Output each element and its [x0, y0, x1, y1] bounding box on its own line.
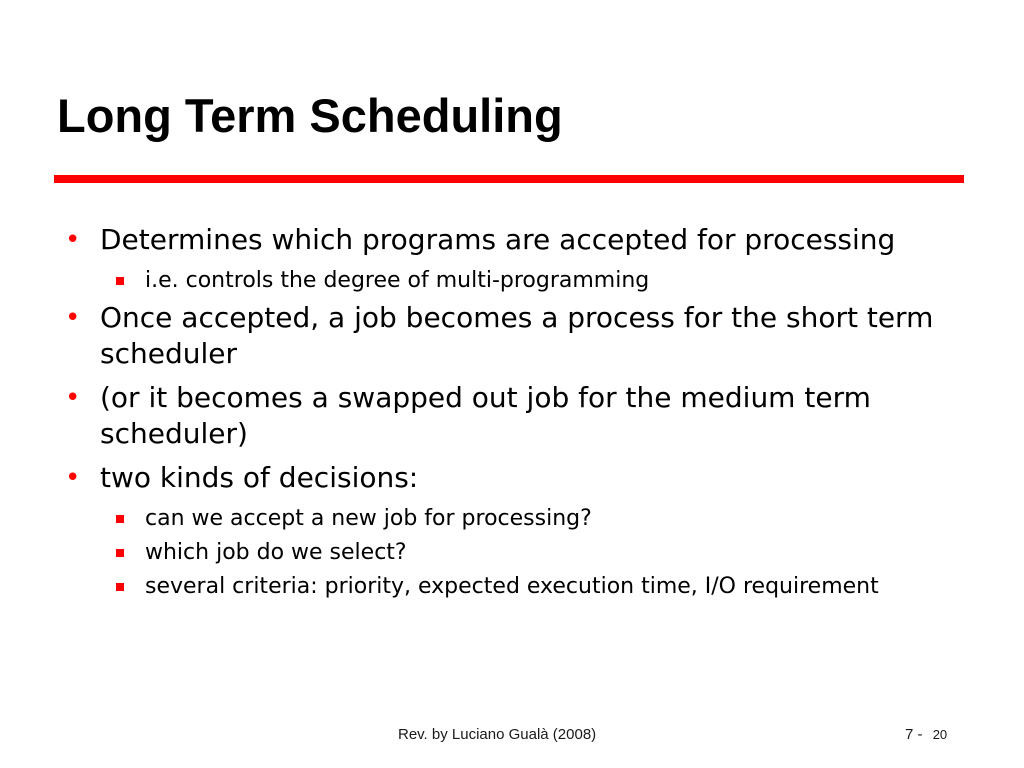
bullet-dot-icon: • — [65, 383, 81, 413]
sub-bullet-text: several criteria: priority, expected execution time, I/O requirement — [145, 574, 879, 599]
title-divider — [54, 175, 964, 183]
slide-number: 20 — [932, 727, 948, 742]
sub-bullet-item — [58, 538, 958, 567]
bullet-list — [58, 222, 958, 606]
footer-credit: Rev. by Luciano Gualà (2008) — [398, 726, 597, 743]
square-bullet-icon — [116, 583, 124, 591]
sub-bullet-text: i.e. controls the degree of multi-programming — [145, 268, 650, 293]
sub-bullet-text: can we accept a new job for processing? — [145, 506, 592, 531]
bullet-item — [58, 460, 958, 496]
bullet-text: (or it becomes a swapped out job for the medium term scheduler) — [100, 381, 871, 450]
chapter-label: 7 - — [905, 726, 923, 743]
bullet-text: two kinds of decisions: — [100, 461, 419, 494]
footer-page — [905, 726, 947, 743]
bullet-item — [58, 300, 958, 372]
bullet-text: Once accepted, a job becomes a process for the short term scheduler — [100, 301, 934, 370]
slide-title: Long Term Scheduling — [57, 89, 563, 142]
square-bullet-icon — [116, 549, 124, 557]
square-bullet-icon — [116, 277, 124, 285]
sub-bullet-item — [58, 504, 958, 533]
bullet-dot-icon: • — [65, 463, 81, 493]
bullet-text: Determines which programs are accepted for processing — [100, 223, 896, 256]
sub-bullet-item — [58, 572, 958, 601]
bullet-item — [58, 380, 958, 452]
bullet-item — [58, 222, 958, 258]
square-bullet-icon — [116, 515, 124, 523]
sub-bullet-item — [58, 266, 958, 295]
bullet-dot-icon: • — [65, 303, 81, 333]
sub-bullet-text: which job do we select? — [145, 540, 407, 565]
bullet-dot-icon: • — [65, 225, 81, 255]
